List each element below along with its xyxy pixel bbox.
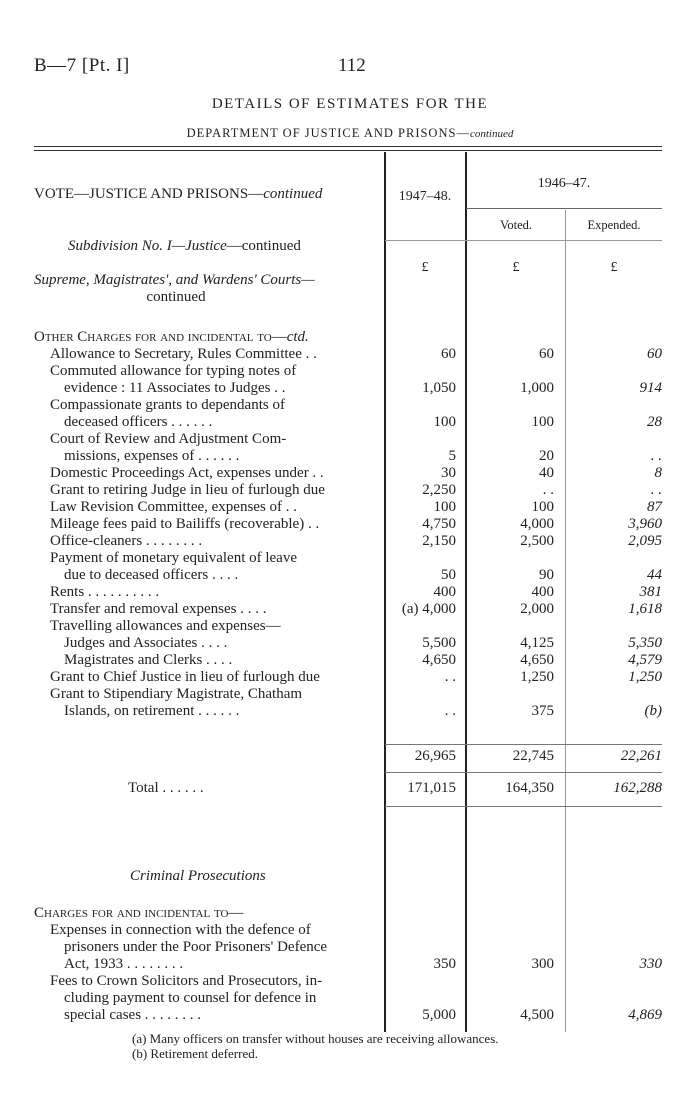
table-row-voted: 2,000	[520, 601, 554, 617]
prosecution-row-label: Act, 1933 . . . . . . . .	[64, 956, 184, 972]
table-row-v1947: 5	[448, 448, 456, 464]
column-header-expended: Expended.	[587, 218, 641, 232]
table-row-label: Law Revision Committee, expenses of . .	[50, 499, 298, 515]
table-row-voted: 60	[539, 346, 554, 362]
table-row-expended: 5,350	[628, 635, 662, 651]
page-subtitle	[0, 126, 700, 141]
table-row-label: Court of Review and Adjustment Com-	[50, 431, 287, 447]
currency-voted: £	[512, 260, 520, 275]
table-row-voted: 20	[539, 448, 554, 464]
table-row-label: Domestic Proceedings Act, expenses under . .	[50, 465, 324, 481]
table-row-v1947: . .	[444, 703, 456, 719]
page-title: DETAILS OF ESTIMATES FOR THE	[211, 96, 489, 112]
table-row-expended: 60	[647, 346, 662, 362]
currency-expended: £	[610, 260, 618, 275]
table-row-expended: 8	[654, 465, 662, 481]
section-heading: Other Charges for and incidental to—ctd.	[34, 329, 309, 345]
table-row-v1947: 60	[441, 346, 456, 362]
total-expended: 162,288	[613, 780, 662, 796]
table-row-voted: . .	[542, 482, 554, 498]
criminal-prosecutions-title: Criminal Prosecutions	[130, 868, 266, 884]
column-header-1947: 1947–48.	[398, 189, 452, 204]
table-row-v1947: 50	[441, 567, 456, 583]
table-row-label: Transfer and removal expenses . . . .	[50, 601, 267, 617]
total-label: Total . . . . . .	[128, 780, 204, 796]
document-code: B—7 [Pt. I]	[34, 55, 130, 76]
table-row-voted: 100	[531, 414, 554, 430]
table-row-label: Payment of monetary equivalent of leave	[50, 550, 297, 566]
header-rule-bottom	[34, 150, 662, 151]
table-row-expended: 381	[639, 584, 662, 600]
table-row-v1947: 5,500	[422, 635, 456, 651]
table-row-expended: 1,250	[628, 669, 662, 685]
table-row-voted: 40	[539, 465, 554, 481]
table-row-voted: 4,000	[520, 516, 554, 532]
table-row-expended: 2,095	[628, 533, 662, 549]
total-rule	[385, 772, 662, 773]
column-divider-2	[465, 152, 467, 1032]
table-row-expended: 1,618	[628, 601, 662, 617]
table-row-label: Islands, on retirement . . . . . .	[64, 703, 240, 719]
table-row-label: Grant to retiring Judge in lieu of furlough due	[50, 482, 325, 498]
prosecution-row-v1947: 5,000	[422, 1007, 456, 1023]
table-row-v1947: 1,050	[422, 380, 456, 396]
table-row-voted: 375	[531, 703, 554, 719]
column-header-1946: 1946–47.	[537, 176, 591, 191]
table-row-voted: 400	[531, 584, 554, 600]
prosecution-row-label: Expenses in connection with the defence of	[50, 922, 311, 938]
table-row-label: deceased officers . . . . . .	[64, 414, 213, 430]
subdivision-heading: Subdivision No. I—Justice—continued	[68, 238, 301, 254]
table-row-expended: . .	[650, 448, 662, 464]
table-row-expended: (b)	[644, 703, 662, 719]
page-number: 112	[338, 55, 366, 76]
table-row-v1947: . .	[444, 669, 456, 685]
table-row-voted: 1,250	[520, 669, 554, 685]
footnote-a: (a) Many officers on transfer without houses are receiving allowances.	[132, 1031, 499, 1046]
table-row-label: Grant to Stipendiary Magistrate, Chatham	[50, 686, 303, 702]
table-row-v1947: (a) 4,000	[401, 601, 456, 617]
table-row-voted: 2,500	[520, 533, 554, 549]
courts-heading: Supreme, Magistrates', and Wardens' Courts—	[34, 272, 315, 288]
prosecution-row-label: Fees to Crown Solicitors and Prosecutors, in-	[50, 973, 323, 989]
table-row-label: Magistrates and Clerks . . . .	[64, 652, 233, 668]
prosecution-row-label: cluding payment to counsel for defence in	[64, 990, 317, 1006]
table-row-expended: 28	[647, 414, 662, 430]
courts-heading-continued: continued	[146, 289, 206, 305]
subtotal-expended: 22,261	[620, 748, 662, 764]
table-row-voted: 90	[539, 567, 554, 583]
vote-title: VOTE—JUSTICE AND PRISONS—continued	[34, 186, 323, 202]
prosecution-row-expended: 4,869	[628, 1007, 662, 1023]
table-row-label: Rents . . . . . . . . . .	[50, 584, 160, 600]
subtitle-main: DEPARTMENT OF JUSTICE AND PRISONS—	[186, 126, 470, 140]
currency-1947: £	[421, 260, 429, 275]
prosecution-row-v1947: 350	[433, 956, 456, 972]
table-row-label: Compassionate grants to dependants of	[50, 397, 285, 413]
table-row-v1947: 100	[433, 414, 456, 430]
table-row-v1947: 100	[433, 499, 456, 515]
prosecution-row-voted: 4,500	[520, 1007, 554, 1023]
footnote-b: (b) Retirement deferred.	[132, 1046, 258, 1061]
table-row-expended: . .	[650, 482, 662, 498]
subtotal-1947: 26,965	[414, 748, 456, 764]
table-row-v1947: 30	[441, 465, 456, 481]
table-row-label: Grant to Chief Justice in lieu of furlough due	[50, 669, 320, 685]
table-row-voted: 4,650	[520, 652, 554, 668]
total-voted: 164,350	[505, 780, 554, 796]
year-header-rule	[466, 208, 662, 209]
column-header-voted: Voted.	[499, 218, 533, 232]
prosecution-row-label: prisoners under the Poor Prisoners' Defence	[64, 939, 328, 955]
subtotal-rule	[385, 744, 662, 745]
prosecution-row-label: special cases . . . . . . . .	[64, 1007, 202, 1023]
table-row-label: due to deceased officers . . . .	[64, 567, 239, 583]
table-row-voted: 4,125	[520, 635, 554, 651]
table-row-voted: 100	[531, 499, 554, 515]
column-divider-1	[384, 152, 386, 1032]
column-header-rule	[385, 240, 662, 241]
table-row-expended: 914	[639, 380, 662, 396]
table-row-label: Commuted allowance for typing notes of	[50, 363, 297, 379]
column-divider-3	[565, 210, 566, 1032]
subtotal-voted: 22,745	[512, 748, 554, 764]
table-row-label: missions, expenses of . . . . . .	[64, 448, 240, 464]
table-row-expended: 87	[647, 499, 662, 515]
table-row-label: Mileage fees paid to Bailiffs (recoverable) . .	[50, 516, 320, 532]
prosecution-row-voted: 300	[531, 956, 554, 972]
table-row-voted: 1,000	[520, 380, 554, 396]
table-row-v1947: 2,250	[422, 482, 456, 498]
subtitle-continued: continued	[469, 128, 514, 140]
total-1947: 171,015	[407, 780, 456, 796]
table-row-expended: 4,579	[628, 652, 662, 668]
table-row-label: Allowance to Secretary, Rules Committee . .	[50, 346, 317, 362]
prosecution-row-expended: 330	[639, 956, 662, 972]
table-row-label: evidence : 11 Associates to Judges . .	[64, 380, 286, 396]
table-row-expended: 44	[647, 567, 662, 583]
section2-heading: Charges for and incidental to—	[34, 905, 244, 921]
table-row-label: Judges and Associates . . . .	[64, 635, 228, 651]
table-row-label: Travelling allowances and expenses—	[50, 618, 281, 634]
total-bottom-rule	[385, 806, 662, 807]
table-row-v1947: 2,150	[422, 533, 456, 549]
table-row-v1947: 400	[433, 584, 456, 600]
table-row-v1947: 4,750	[422, 516, 456, 532]
table-row-label: Office-cleaners . . . . . . . .	[50, 533, 203, 549]
table-row-v1947: 4,650	[422, 652, 456, 668]
table-row-expended: 3,960	[628, 516, 662, 532]
header-rule-top	[34, 146, 662, 147]
